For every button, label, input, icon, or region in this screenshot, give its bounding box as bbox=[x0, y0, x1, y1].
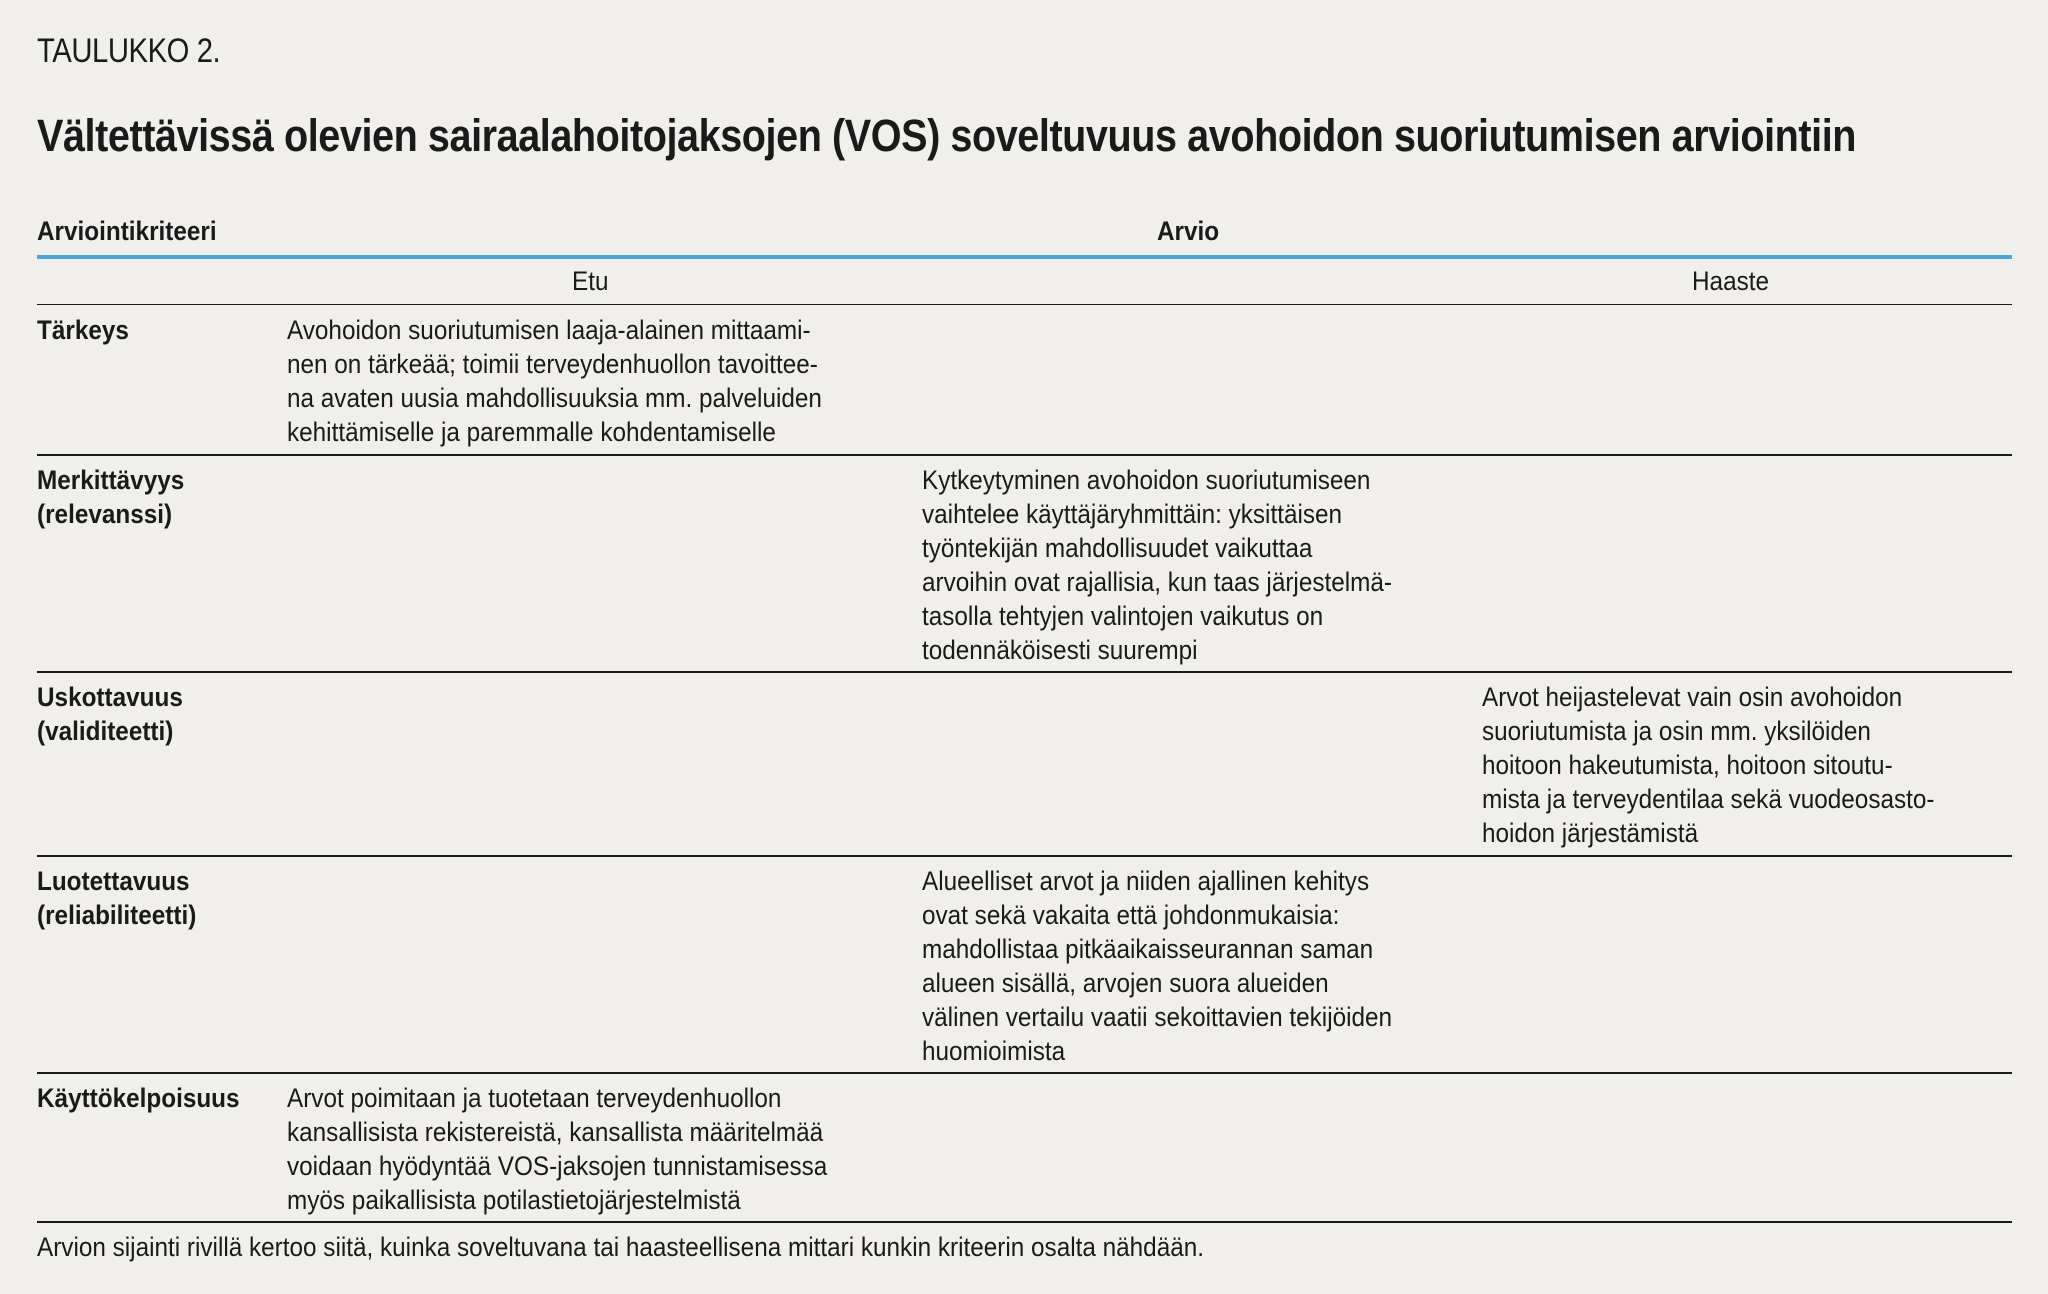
row-assessment-text: Avohoidon suoriutumisen laaja-alainen mittaami- nen on tärkeää; toimii terveydenhuollon tavoittee- na avaten uusia mahdollisuuksia mm. palveluiden kehittämiselle ja paremmalle kohdentamiselle bbox=[287, 315, 822, 447]
row-assessment-text: Arvot poimitaan ja tuotetaan terveydenhuollon kansallisista rekistereistä, kansallista määritelmää voidaan hyödyntää VOS-jaksojen tunnistamisessa myös paikallisista potilastietojärjestelmistä bbox=[287, 1083, 828, 1215]
row-criterion: Käyttökelpoisuus bbox=[37, 1083, 240, 1113]
row-assessment-text: Arvot heijastelevat vain osin avohoidon suoriutumista ja osin mm. yksilöiden hoitoon hakeutumista, hoitoon sitoutu- mista ja terveydentilaa sekä vuodeosasto- hoidon järjestämistä bbox=[1482, 682, 1935, 848]
row-criterion: Tärkeys bbox=[37, 315, 129, 345]
row-divider bbox=[37, 855, 2012, 857]
row-divider bbox=[37, 671, 2012, 673]
row-divider bbox=[37, 1072, 2012, 1074]
table-footnote: Arvion sijainti rivillä kertoo siitä, kuinka soveltuvana tai haasteellisena mittari kunkin kriteerin osalta nähdään. bbox=[37, 1232, 1205, 1262]
row-assessment-text: Kytkeytyminen avohoidon suoriutumiseen vaihtelee käyttäjäryhmittäin: yksittäisen työntekijän mahdollisuudet vaikuttaa arvoihin ovat rajallisia, kun taas järjestelmä- tasolla tehtyjen valintojen vaikutus on todennäköisesti suurempi bbox=[922, 465, 1393, 665]
header-assessment: Arvio bbox=[1157, 216, 1220, 246]
row-divider bbox=[37, 454, 2012, 456]
table-label: TAULUKKO 2. bbox=[37, 32, 221, 70]
header-accent-rule bbox=[37, 255, 2012, 259]
header-criterion: Arviointikriteeri bbox=[37, 216, 217, 246]
row-criterion: Merkittävyys (relevanssi) bbox=[37, 465, 185, 529]
row-criterion: Uskottavuus (validiteetti) bbox=[37, 682, 183, 746]
table-title: Vältettävissä olevien sairaalahoitojaksojen (VOS) soveltuvuus avohoidon suoriutumisen arviointiin bbox=[37, 110, 1857, 161]
subheader-rule bbox=[37, 304, 2012, 305]
scale-label-haaste: Haaste bbox=[1692, 266, 1770, 296]
row-criterion: Luotettavuus (reliabiliteetti) bbox=[37, 866, 197, 930]
row-assessment-text: Alueelliset arvot ja niiden ajallinen kehitys ovat sekä vakaita että johdonmukaisia: mahdollistaa pitkäaikaisseurannan saman alueen sisällä, arvojen suora alueiden välinen vertailu vaatii sekoittavien tekijöiden huomioimista bbox=[922, 866, 1393, 1066]
scale-label-etu: Etu bbox=[572, 266, 609, 296]
table-bottom-rule bbox=[37, 1221, 2012, 1223]
